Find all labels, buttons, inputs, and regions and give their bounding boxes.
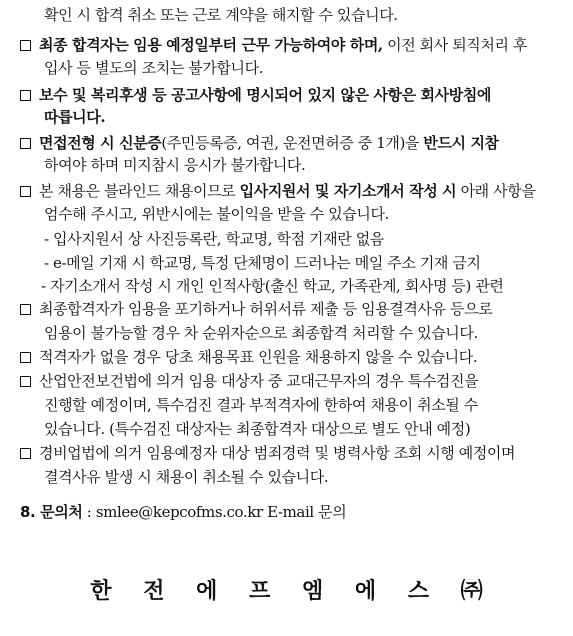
notice-item-no-qualified: 적격자가 없을 경우 당초 채용목표 인원을 채용하지 않을 수 있습니다.: [20, 346, 477, 368]
notice-item-compensation-cont: 따릅니다.: [44, 108, 106, 126]
notice-item-blind-hiring: 본 채용은 블라인드 채용이므로 입사지원서 및 자기소개서 작성 시 아래 사항을: [20, 180, 535, 202]
contact-email-text: : smlee@kepcofms.co.kr E-mail 문의: [82, 503, 347, 521]
notice-line-continuation: 확인 시 합격 취소 또는 근로 계약을 해지할 수 있습니다.: [44, 6, 398, 24]
notice-subitem-email: - e-메일 기재 시 학교명, 특정 단체명이 드러나는 메일 주소 기재 금지: [44, 254, 481, 272]
notice-item-blind-hiring-cont: 엄수해 주시고, 위반시에는 불이익을 받을 수 있습니다.: [44, 205, 389, 223]
checkbox-icon: [20, 186, 31, 197]
notice-item-health-check-cont2: 있습니다. (특수검진 대상자는 최종합격자 대상으로 별도 안내 예정): [44, 420, 471, 438]
contact-section: [20, 501, 346, 523]
notice-item-final-pass-cont: 임용이 불가능할 경우 차 순위자순으로 최종합격 처리할 수 있습니다.: [44, 324, 478, 342]
notice-item-final-pass: 최종합격자가 임용을 포기하거나 허위서류 제출 등 임용결격사유 등으로: [20, 298, 492, 320]
notice-item-health-check-cont1: 진행할 예정이며, 특수검진 결과 부적격자에 한하여 채용이 취소될 수: [44, 396, 478, 414]
notice-subitem-cover-letter: - 자기소개서 작성 시 개인 인적사항(출신 학교, 가족관계, 회사명 등) 관련: [41, 277, 504, 295]
notice-subitem-application: - 입사지원서 상 사진등록란, 학교명, 학점 기재란 없음: [44, 230, 384, 248]
checkbox-icon: [20, 376, 31, 387]
notice-item-start-date-cont: 입사 등 별도의 조치는 불가합니다.: [44, 59, 264, 77]
notice-item-health-check: 산업안전보건법에 의거 임용 대상자 중 교대근무자의 경우 특수검진을: [20, 370, 478, 392]
checkbox-icon: [20, 448, 31, 459]
notice-item-id-card: 면접전형 시 신분증(주민등록증, 여권, 운전면허증 중 1개)을 반드시 지참: [20, 132, 499, 154]
notice-item-compensation: 보수 및 복리후생 등 공고사항에 명시되어 있지 않은 사항은 회사방침에: [20, 84, 491, 106]
checkbox-icon: [20, 90, 31, 101]
checkbox-icon: [20, 304, 31, 315]
notice-item-start-date: 최종 합격자는 임용 예정일부터 근무 가능하여야 하며, 이전 회사 퇴직처리 후: [20, 34, 527, 56]
checkbox-icon: [20, 138, 31, 149]
notice-item-security-check: 경비업법에 의거 임용예정자 대상 범죄경력 및 병력사항 조회 시행 예정이며: [20, 442, 515, 464]
notice-item-security-check-cont: 결격사유 발생 시 채용이 취소될 수 있습니다.: [44, 468, 329, 486]
contact-label: 8. 문의처: [20, 503, 83, 521]
company-name: 한 전 에 프 엠 에 스 ㈜: [90, 578, 495, 604]
notice-item-id-card-cont: 하여야 하며 미지참시 응시가 불가합니다.: [44, 156, 306, 174]
checkbox-icon: [20, 352, 31, 363]
checkbox-icon: [20, 40, 31, 51]
